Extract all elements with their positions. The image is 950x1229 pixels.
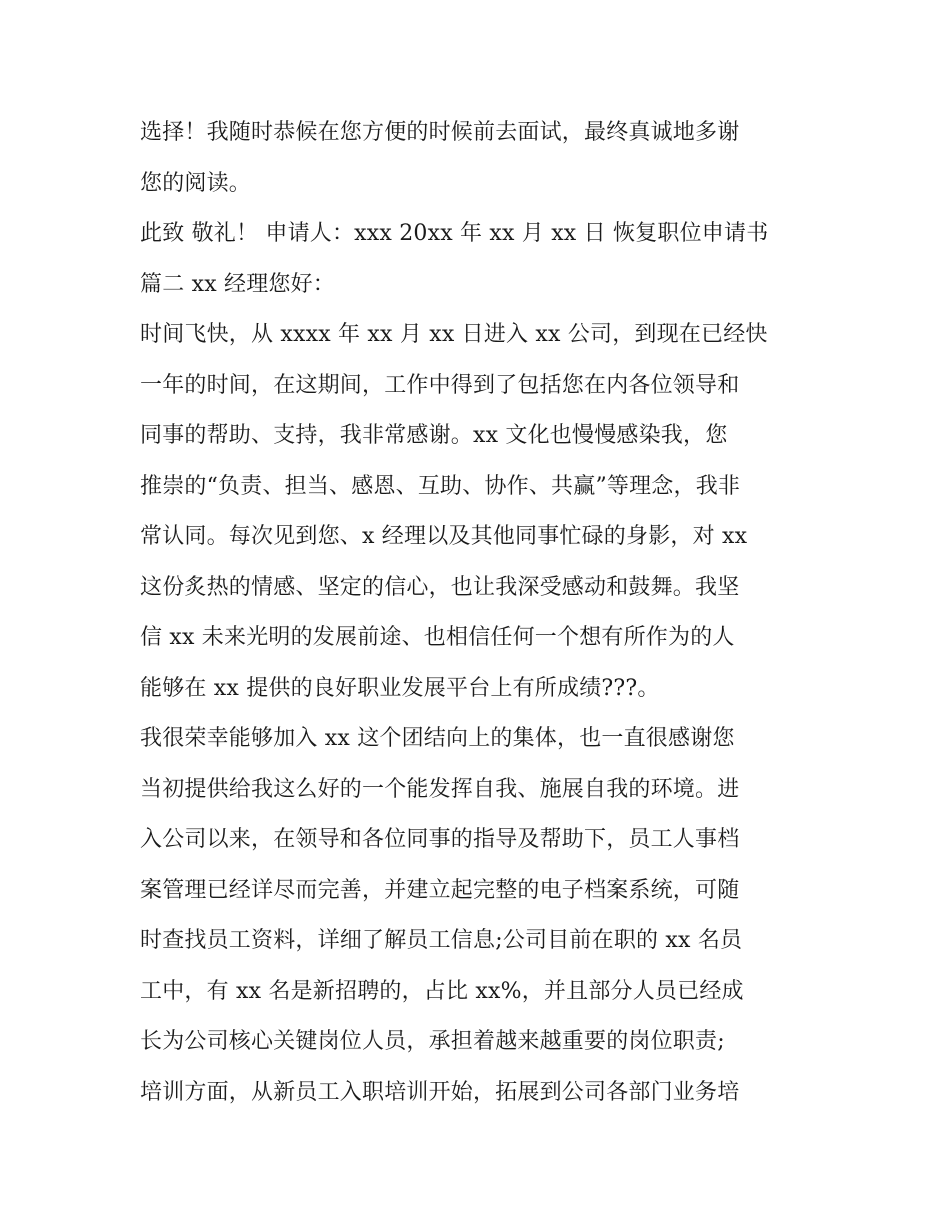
text-line: 案管理已经详尽而完善，并建立起完整的电子档案系统，可随 bbox=[140, 877, 740, 903]
text-line: 这份炙热的情感、坚定的信心，也让我深受感动和鼓舞。我坚 bbox=[140, 574, 740, 600]
text-line: 时查找员工资料，详细了解员工信息;公司目前在职的 xx 名员 bbox=[140, 928, 743, 953]
text-line: 推崇的“负责、担当、感恩、互助、协作、共赢”等理念，我非 bbox=[140, 473, 741, 499]
text-line: 当初提供给我这么好的一个能发挥自我、施展自我的环境。进 bbox=[140, 776, 740, 802]
text-line: 长为公司核心关键岗位人员，承担着越来越重要的岗位职责; bbox=[140, 1029, 725, 1054]
text-line: 选择！我随时恭候在您方便的时候前去面试，最终真诚地多谢 bbox=[140, 120, 740, 145]
text-line: 信 xx 未来光明的发展前途、也相信任何一个想有所作为的人 bbox=[140, 625, 735, 650]
closing-line: 此致 敬礼！ 申请人：xxx 20xx 年 xx 月 xx 日 恢复职位申请书 bbox=[140, 221, 769, 246]
text-line: 您的阅读。 bbox=[140, 170, 252, 196]
document-body bbox=[140, 108, 820, 1118]
text-line: 我很荣幸能够加入 xx 这个团结向上的集体，也一直很感谢您 bbox=[140, 726, 735, 751]
text-line: 工中，有 xx 名是新招聘的，占比 xx%，并且部分人员已经成 bbox=[140, 978, 744, 1004]
text-line: 同事的帮助、支持，我非常感谢。xx 文化也慢慢感染我，您 bbox=[140, 423, 728, 448]
salutation-line: 篇二 xx 经理您好： bbox=[140, 271, 336, 297]
text-line: 入公司以来，在领导和各位同事的指导及帮助下，员工人事档 bbox=[140, 827, 740, 852]
text-line: 培训方面，从新员工入职培训开始，拓展到公司各部门业务培 bbox=[140, 1079, 740, 1105]
text-line: 一年的时间，在这期间，工作中得到了包括您在内各位领导和 bbox=[140, 372, 740, 398]
text-line: 能够在 xx 提供的良好职业发展平台上有所成绩???。 bbox=[140, 675, 660, 701]
text-line: 常认同。每次见到您、x 经理以及其他同事忙碌的身影，对 xx bbox=[140, 524, 748, 549]
text-line: 时间飞快，从 xxxx 年 xx 月 xx 日进入 xx 公司，到现在已经快 bbox=[140, 322, 768, 347]
